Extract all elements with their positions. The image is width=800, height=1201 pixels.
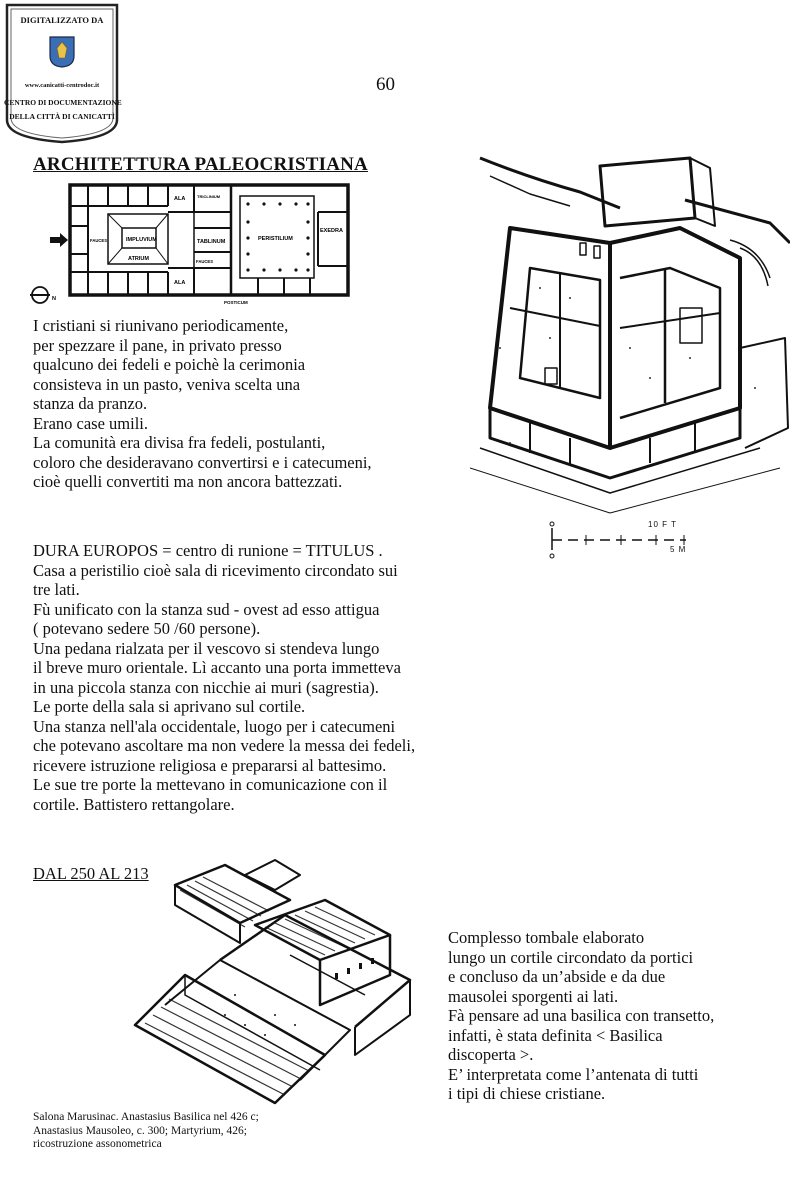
plan-label-fauces-left: FAUCES bbox=[90, 238, 107, 243]
dura-line: ( potevano sedere 50 /60 persone). bbox=[33, 619, 261, 638]
plan-label-impluvium: IMPLUVIUM bbox=[126, 237, 157, 243]
scale-label-bottom: 5 M bbox=[670, 545, 687, 554]
right-line: infatti, è stata definita < Basilica bbox=[448, 1025, 663, 1045]
intro-line: consisteva in un pasto, veniva scelta una bbox=[33, 374, 301, 394]
right-line: Complesso tombale elaborato bbox=[448, 928, 645, 947]
dura-line: Casa a peristilio cioè sala di ricevimento circondato sui bbox=[33, 560, 398, 580]
figure-caption bbox=[33, 1111, 259, 1152]
basilica-description-paragraph bbox=[448, 928, 714, 1104]
plan-label-ala-bottom: ALA bbox=[174, 280, 186, 286]
dura-line: che potevano ascoltare ma non vedere la messa dei fedeli, bbox=[33, 736, 416, 755]
right-line: mausolei sporgenti ai lati. bbox=[448, 986, 619, 1006]
dura-line: tre lati. bbox=[33, 580, 80, 599]
dura-line: cortile. Battistero rettangolare. bbox=[33, 794, 235, 814]
intro-line: stanza da pranzo. bbox=[33, 394, 148, 413]
right-line: lungo un cortile circondato da portici bbox=[448, 947, 694, 967]
intro-line: I cristiani si riunivano periodicamente, bbox=[33, 316, 289, 335]
badge-line-2: DELLA CITTÀ DI CANICATTÌ bbox=[9, 112, 115, 121]
dura-line: ricevere istruzione religiosa e prepararsi al battesimo. bbox=[33, 755, 387, 775]
dura-europos-axonometric-drawing bbox=[470, 148, 790, 520]
roman-house-floor-plan bbox=[28, 182, 354, 308]
dura-line: Una pedana rialzata per il vescovo si stendeva lungo bbox=[33, 638, 380, 658]
dura-europos-paragraph bbox=[33, 541, 415, 814]
city-crest-icon bbox=[49, 36, 75, 68]
plan-label-exedra: EXEDRA bbox=[320, 228, 343, 234]
plan-label-posticum: POSTICUM bbox=[224, 300, 248, 305]
watermark-badge bbox=[4, 2, 120, 144]
right-line: Fà pensare ad una basilica con transetto, bbox=[448, 1006, 715, 1025]
dura-line: Fù unificato con la stanza sud - ovest ad esso attigua bbox=[33, 599, 380, 619]
intro-line: cioè quelli convertiti ma non ancora battezzati. bbox=[33, 472, 343, 491]
scale-label-top: 10 F T bbox=[648, 520, 677, 529]
salona-marusinac-axonometric-drawing bbox=[125, 855, 435, 1105]
dura-line: in una piccola stanza con nicchie ai muri (sagrestia). bbox=[33, 677, 379, 697]
right-line: E’ interpretata come l’antenata di tutti bbox=[448, 1064, 699, 1084]
plan-label-atrium: ATRIUM bbox=[128, 256, 149, 262]
dura-line: il breve muro orientale. Lì accanto una porta immetteva bbox=[33, 658, 401, 677]
plan-label-north: N bbox=[52, 296, 56, 302]
plan-label-fauces-right: FAUCES bbox=[196, 259, 213, 264]
intro-line: coloro che desideravano convertirsi e i catecumeni, bbox=[33, 452, 372, 472]
page-title: ARCHITETTURA PALEOCRISTIANA bbox=[33, 154, 368, 175]
plan-label-triclinium: TRICLINIUM bbox=[197, 194, 221, 199]
intro-line: qualcuno dei fedeli e poichè la cerimonia bbox=[33, 355, 306, 374]
intro-paragraph bbox=[33, 316, 372, 492]
plan-label-peristilium: PERISTILIUM bbox=[258, 236, 293, 242]
plan-label-tablinum: TABLINUM bbox=[197, 239, 226, 245]
page-number: 60 bbox=[376, 74, 395, 95]
intro-line: Erano case umili. bbox=[33, 413, 149, 433]
dura-line: Una stanza nell'ala occidentale, luogo per i catecumeni bbox=[33, 716, 396, 736]
dura-line: DURA EUROPOS = centro di runione = TITULUS . bbox=[33, 541, 383, 560]
intro-line: per spezzare il pane, in privato presso bbox=[33, 335, 282, 355]
badge-url: www.canicatti-centrodoc.it bbox=[24, 82, 100, 89]
intro-line: La comunità era divisa fra fedeli, postulanti, bbox=[33, 433, 326, 452]
right-line: e concluso da un’abside e da due bbox=[448, 967, 666, 986]
right-line: discoperta >. bbox=[448, 1045, 534, 1064]
badge-heading: DIGITALIZZATO DA bbox=[20, 15, 104, 25]
plan-label-ala-top: ALA bbox=[174, 196, 186, 202]
badge-line-1: CENTRO DI DOCUMENTAZIONE bbox=[4, 98, 122, 107]
dura-line: Le sue tre porte la mettevano in comunicazione con il bbox=[33, 775, 388, 794]
caption-line: Salona Marusinac. Anastasius Basilica nel 426 c; bbox=[33, 1111, 259, 1123]
caption-line: Anastasius Mausoleo, c. 300; Martyrium, 426; bbox=[33, 1124, 248, 1137]
dura-line: Le porte della sala si aprivano sul cortile. bbox=[33, 697, 306, 716]
right-line: i tipi di chiese cristiane. bbox=[448, 1084, 606, 1103]
caption-line: ricostruzione assonometrica bbox=[33, 1138, 162, 1150]
section-heading-dal-250: DAL 250 AL 213 bbox=[33, 864, 149, 883]
